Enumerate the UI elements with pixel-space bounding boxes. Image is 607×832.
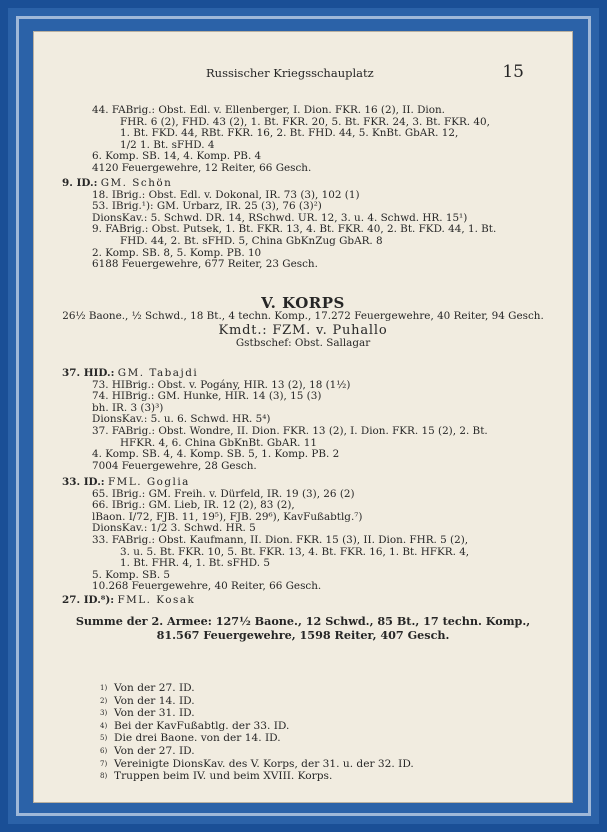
footnote — [100, 720, 520, 733]
korps-commander: Kmdt.: FZM. v. Puhallo — [218, 323, 388, 339]
text-line: 1/2 1. Bt. sFHD. 4 — [120, 138, 215, 151]
text-line: HFKR. 4, 6. China GbKnBt. GbAR. 11 — [120, 436, 317, 449]
text-line: 73. HIBrig.: Obst. v. Pogány, HIR. 13 (2), 18 (1½) — [92, 378, 351, 391]
footnote-mark: 1) — [100, 684, 108, 692]
text-line: 4. Komp. SB. 4, 4. Komp. SB. 5, 1. Komp. PB. 2 — [92, 448, 340, 461]
division-commander: GM. Schön — [100, 177, 173, 189]
footnote — [100, 745, 520, 758]
footnote-mark: 5) — [100, 734, 108, 743]
text-line: 2. Komp. SB. 8, 5. Komp. PB. 10 — [92, 246, 262, 259]
text-line: 66. IBrig.: GM. Lieb, IR. 12 (2), 83 (2), — [92, 499, 295, 512]
korps-summary: 26½ Baone., ½ Schwd., 18 Bt., 4 techn. Komp., 17.272 Feuergewehre, 40 Reiter, 94 Gesch. — [62, 309, 544, 322]
text-line: 3. u. 5. Bt. FKR. 10, 5. Bt. FKR. 13, 4. Bt. FKR. 16, 1. Bt. HFKR. 4, — [120, 545, 470, 558]
text-line: 1. Bt. FHR. 4, 1. Bt. sFHD. 5 — [120, 557, 270, 570]
page-number: 15 — [502, 62, 524, 82]
footnote-text: Truppen beim IV. und beim XVIII. Korps. — [114, 770, 333, 783]
text-line: 37. FABrig.: Obst. Wondre, II. Dion. FKR. 13 (2), I. Dion. FKR. 15 (2), 2. Bt. — [92, 424, 488, 437]
army-total-block — [34, 614, 572, 642]
text-line: 7004 Feuergewehre, 28 Gesch. — [92, 459, 257, 472]
footnote-mark: 8) — [100, 772, 108, 781]
footnote-mark: 3) — [100, 709, 108, 718]
korps-heading-block — [34, 294, 572, 349]
page-header — [34, 62, 572, 82]
division-heading — [62, 477, 532, 489]
footnote-text: Die drei Baone. von der 14. ID. — [114, 732, 281, 745]
footnotes — [100, 682, 520, 783]
text-line: 6. Komp. SB. 14, 4. Komp. PB. 4 — [92, 150, 262, 163]
footnote-mark: 6) — [100, 746, 108, 755]
footnote-text: Von der 31. ID. — [114, 707, 195, 720]
text-line: 44. FABrig.: Obst. Edl. v. Ellenberger, I. Dion. FKR. 16 (2), II. Dion. — [92, 104, 445, 116]
text-line: 33. FABrig.: Obst. Kaufmann, II. Dion. FKR. 15 (3), II. Dion. FHR. 5 (2), — [92, 533, 469, 546]
division-27-block — [62, 595, 532, 607]
text-line: 65. IBrig.: GM. Freih. v. Dürfeld, IR. 19 (3), 26 (2) — [92, 487, 355, 500]
division-37-block — [62, 368, 532, 472]
footnote-text: Vereinigte DionsKav. des V. Korps, der 31. u. der 32. ID. — [114, 757, 414, 770]
footnote-mark: 7) — [100, 759, 108, 768]
division-number: 33. ID.: — [62, 476, 105, 488]
division-number: 37. HID.: — [62, 367, 115, 379]
text-line: 4120 Feuergewehre, 12 Reiter, 66 Gesch. — [92, 161, 312, 174]
text-line: 74. HIBrig.: GM. Hunke, HIR. 14 (3), 15 (3) — [92, 390, 322, 403]
footnote — [100, 732, 520, 745]
text-line: FHR. 6 (2), FHD. 43 (2), 1. Bt. FKR. 20, 5. Bt. FKR. 24, 3. Bt. FKR. 40, — [120, 115, 490, 128]
text-line: bh. IR. 3 (3)³) — [92, 401, 164, 414]
army-total-line-1: Summe der 2. Armee: 127½ Baone., 12 Schwd., 85 Bt., 17 techn. Komp., — [75, 614, 531, 628]
army-total-line-2: 81.567 Feuergewehre, 1598 Reiter, 407 Gesch. — [156, 628, 450, 642]
text-line: 18. IBrig.: Obst. Edl. v. Dokonal, IR. 73 (3), 102 (1) — [92, 188, 360, 201]
text-line: 9. FABrig.: Obst. Putsek, 1. Bt. FKR. 13, 4. Bt. FKR. 40, 2. Bt. FKD. 44, 1. Bt. — [92, 223, 497, 236]
division-heading — [62, 178, 532, 190]
division-33-block — [62, 477, 532, 593]
text-line: 6188 Feuergewehre, 677 Reiter, 23 Gesch. — [92, 258, 318, 271]
footnote-text: Von der 14. ID. — [114, 694, 195, 707]
division-heading — [62, 595, 532, 607]
footnote-mark: 2) — [100, 696, 108, 705]
footnote — [100, 758, 520, 771]
division-commander: GM. Tabajdi — [117, 367, 199, 379]
footnote — [100, 770, 520, 783]
text-line: DionsKav.: 5. u. 6. Schwd. HR. 5⁴) — [92, 413, 271, 426]
division-9-block — [62, 178, 532, 271]
footnote — [100, 695, 520, 708]
footnote-text: Bei der KavFußabtlg. der 33. ID. — [114, 719, 290, 732]
division-number: 27. ID.⁸): — [62, 594, 115, 606]
footnote-mark: 4) — [100, 721, 108, 730]
text-line: lBaon. I/72, FJB. 11, 19⁵), FJB. 29⁶), KavFußabtlg.⁷) — [92, 510, 363, 523]
korps-title: V. KORPS — [261, 294, 345, 312]
footnote — [100, 682, 520, 695]
footnote-text: Von der 27. ID. — [114, 682, 195, 694]
division-commander: FML. Kosak — [117, 594, 196, 606]
division-commander: FML. Goglia — [107, 476, 190, 488]
text-line: FHD. 44, 2. Bt. sFHD. 5, China GbKnZug GbAR. 8 — [120, 234, 383, 247]
text-line: DionsKav.: 5. Schwd. DR. 14, RSchwd. UR. 12, 3. u. 4. Schwd. HR. 15¹) — [92, 211, 468, 224]
text-line: 1. Bt. FKD. 44, RBt. FKR. 16, 2. Bt. FHD. 44, 5. KnBt. GbAR. 12, — [120, 127, 459, 140]
text-line: DionsKav.: 1/2 3. Schwd. HR. 5 — [92, 522, 256, 535]
text-line: 53. IBrig.¹): GM. Urbarz, IR. 25 (3), 76 (3)²) — [92, 200, 322, 213]
running-title: Russischer Kriegsschauplatz — [206, 66, 374, 80]
division-number: 9. ID.: — [62, 177, 98, 189]
book-page — [34, 32, 572, 802]
division-heading — [62, 368, 532, 380]
text-line: 10.268 Feuergewehre, 40 Reiter, 66 Gesch. — [92, 580, 322, 593]
footnote — [100, 707, 520, 720]
footnote-text: Von der 27. ID. — [114, 744, 195, 757]
artillery-block — [62, 105, 532, 175]
korps-chief-of-staff: Gstbschef: Obst. Sallagar — [235, 336, 371, 349]
text-line: 5. Komp. SB. 5 — [92, 568, 171, 581]
